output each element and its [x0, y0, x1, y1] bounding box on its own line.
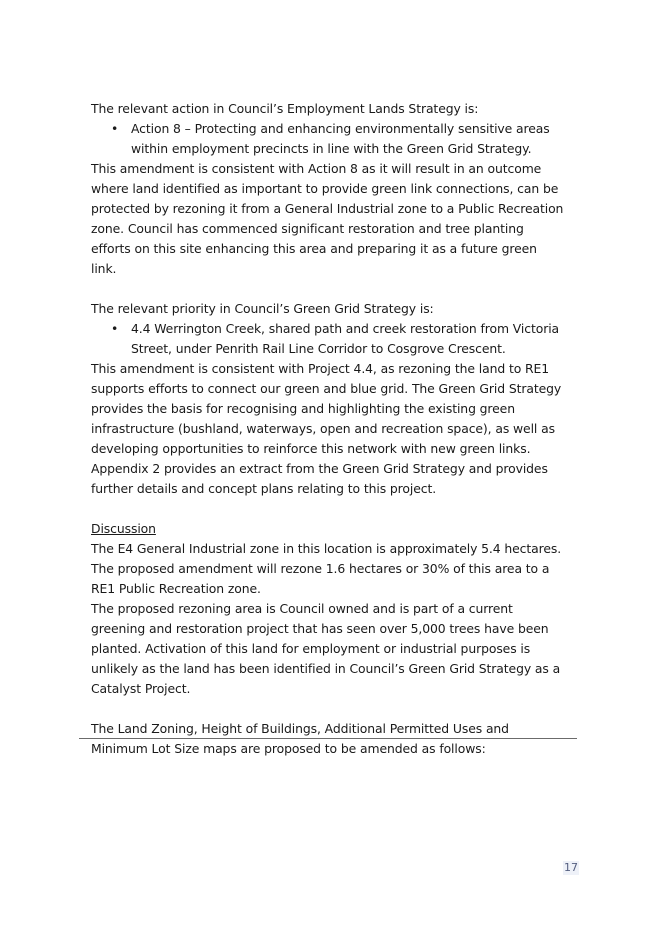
section2-body: This amendment is consistent with Project 4.4, as rezoning the land to RE1 supports efforts to connect our green and blue grid. The Green Grid Strategy provides the basis for recognising and highlighting the existing green infrastructure (bushland, waterways, open and recreation space), as well as developing opportunities to reinforce this network with new green links. Appendix 2 provides an extract from the Green Grid Strategy and provides further details and concept plans relating to this project.: [91, 361, 562, 496]
section2-bullet-text: 4.4 Werrington Creek, shared path and creek restoration from Victoria Street, under Penrith Rail Line Corridor to Cosgrove Crescent.: [131, 321, 560, 356]
bullet-glyph: •: [111, 321, 119, 336]
discussion-paragraph-1: The E4 General Industrial zone in this location is approximately 5.4 hectares. The proposed amendment will rezone 1.6 hectares or 30% of this area to a RE1 Public Recreation zone.: [91, 541, 562, 596]
section1-body: This amendment is consistent with Action 8 as it will result in an outcome where land identified as important to provide green link connections, can be protected by rezoning it from a General Industrial zone to a Public Recreation zone. Council has commenced significant restoration and tree planting efforts on this site enhancing this area and preparing it as a future green link.: [91, 161, 564, 276]
list-item: [91, 319, 565, 359]
page-number: 17: [564, 861, 578, 874]
discussion-paragraph-2: The proposed rezoning area is Council owned and is part of a current greening and restoration project that has seen over 5,000 trees have been planted. Activation of this land for employment or industrial purposes is unlikely as the land has been identified in Council’s Green Grid Strategy as a Catalyst Project.: [91, 601, 561, 696]
spacer: [91, 279, 565, 299]
spacer: [91, 499, 565, 519]
section1-bullet-list: [91, 119, 565, 159]
document-body: [91, 99, 565, 759]
section2-intro: The relevant priority in Council’s Green Grid Strategy is:: [91, 301, 434, 316]
spacer: [91, 699, 565, 719]
horizontal-divider: [79, 738, 577, 739]
list-item: [91, 119, 565, 159]
discussion-paragraph-3: The Land Zoning, Height of Buildings, Additional Permitted Uses and Minimum Lot Size maps are proposed to be amended as follows:: [91, 721, 509, 756]
section2-bullet-list: [91, 319, 565, 359]
bullet-glyph: •: [111, 121, 119, 136]
section1-bullet-text: Action 8 – Protecting and enhancing environmentally sensitive areas within employment precincts in line with the Green Grid Strategy.: [131, 121, 550, 156]
section1-intro: The relevant action in Council’s Employment Lands Strategy is:: [91, 101, 479, 116]
discussion-heading: Discussion: [91, 521, 156, 536]
